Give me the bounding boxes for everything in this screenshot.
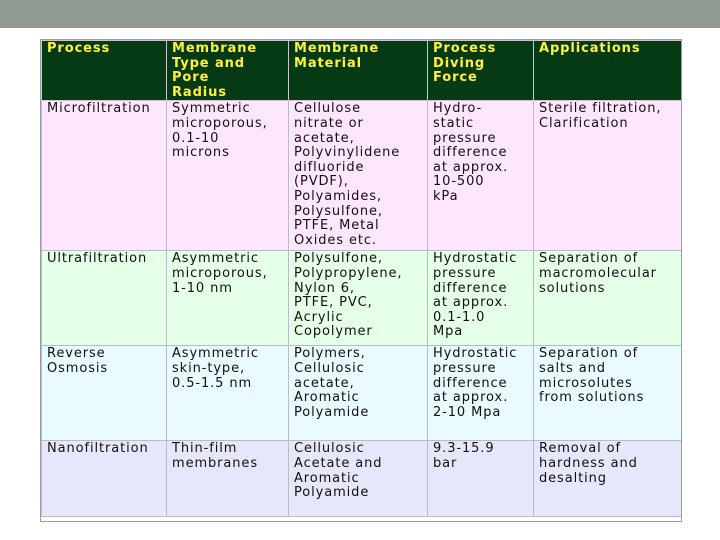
table-row-ultrafiltration <box>42 251 682 346</box>
cell-applications: Removal of hardness and desalting <box>534 441 682 517</box>
cell-membrane-material: Polymers, Cellulosic acetate, Aromatic Polyamide <box>289 346 428 441</box>
cell-membrane-type: Symmetric microporous, 0.1-10 microns <box>167 101 289 251</box>
membrane-processes-table-frame <box>40 39 682 522</box>
cell-membrane-material <box>289 101 428 251</box>
header-membrane-material: Membrane Material <box>289 41 428 101</box>
cell-membrane-type: Asymmetric microporous, 1-10 nm <box>167 251 289 346</box>
cell-process: Reverse Osmosis <box>42 346 167 441</box>
cell-process: Ultrafiltration <box>42 251 167 346</box>
cell-applications: Separation of macromolecular solutions <box>534 251 682 346</box>
cell-driving-force: Hydrostatic pressure difference at approx. 0.1-1.0 Mpa <box>428 251 534 346</box>
header-applications: Applications <box>534 41 682 101</box>
cell-process: Microfiltration <box>42 101 167 251</box>
table-row-reverse-osmosis <box>42 346 682 441</box>
membrane-processes-table <box>41 40 682 517</box>
header-row <box>42 41 682 101</box>
cell-driving-force: Hydrostatic pressure difference at approx. 2-10 Mpa <box>428 346 534 441</box>
cell-driving-force: 9.3-15.9 bar <box>428 441 534 517</box>
cell-membrane-material: Polysulfone, Polypropylene, Nylon 6, PTFE, PVC, Acrylic Copolymer <box>289 251 428 346</box>
header-process: Process <box>42 41 167 101</box>
cell-driving-force: Hydro- static pressure difference at approx. 10-500 kPa <box>428 101 534 251</box>
cell-process: Nanofiltration <box>42 441 167 517</box>
cell-membrane-type: Asymmetric skin-type, 0.5-1.5 nm <box>167 346 289 441</box>
slide <box>0 28 720 540</box>
header-membrane-type: Membrane Type and Pore Radius <box>167 41 289 101</box>
header-driving-force: Process Diving Force <box>428 41 534 101</box>
cell-membrane-material: Cellulosic Acetate and Aromatic Polyamide <box>289 441 428 517</box>
cell-membrane-material-text: Cellulose nitrate or acetate, Polyvinylidene difluoride (PVDF), Polyamides, Polysulfone, PTFE, Metal Oxides etc. <box>294 102 401 248</box>
table-row-nanofiltration <box>42 441 682 517</box>
table-row-microfiltration <box>42 101 682 251</box>
top-band <box>0 0 720 28</box>
cell-membrane-type: Thin-film membranes <box>167 441 289 517</box>
cell-applications: Sterile filtration, Clarification <box>534 101 682 251</box>
cell-applications: Separation of salts and microsolutes from solutions <box>534 346 682 441</box>
